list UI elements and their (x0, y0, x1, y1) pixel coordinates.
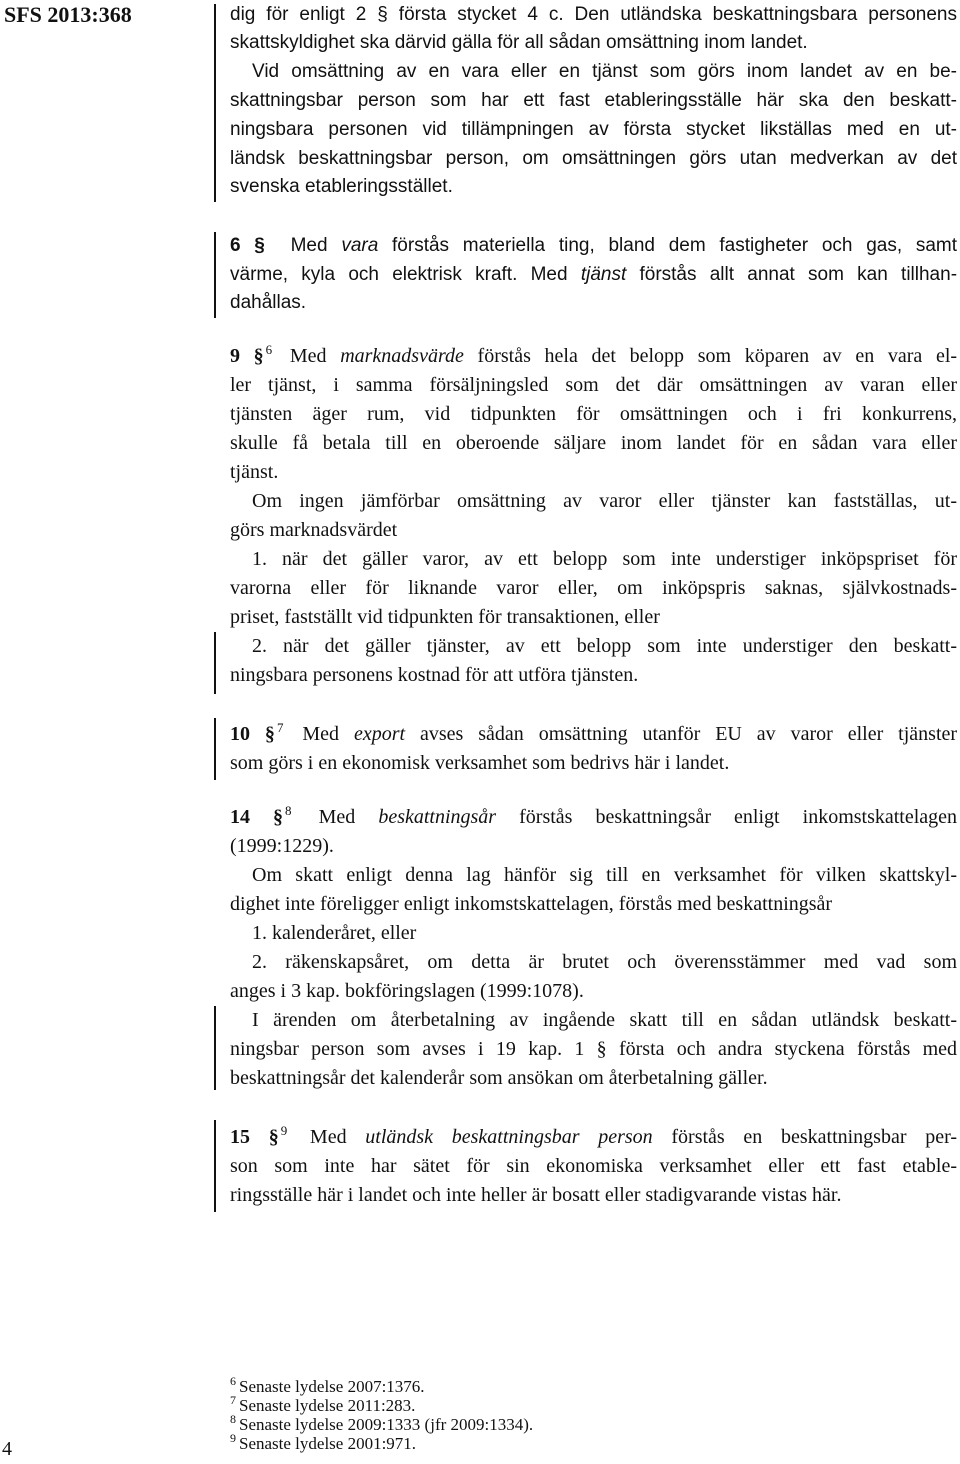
paragraph-line: skattskyldighet ska därvid gälla för all sådan omsättning inom landet. (230, 32, 808, 53)
text: värme, kyla och elektrisk kraft. Med (230, 264, 568, 285)
section-14-line: 1. kalenderåret, eller (252, 922, 417, 944)
section-15-line: son som inte har sätet för sin ekonomiska verksamhet eller ett fast etable- (230, 1155, 957, 1177)
section-number: 9 § (230, 345, 264, 367)
text: förstås allt annat som kan tillhan- (639, 264, 958, 285)
text: förstås hela det belopp som köparen av en vara el- (477, 345, 958, 367)
paragraph-line: ländsk beskattningsbar person, om omsättningen görs utan medverkan av det (230, 148, 957, 169)
page-number: 4 (2, 1438, 12, 1460)
text: Med (289, 345, 327, 367)
text: avses sådan omsättning utanför EU av varor eller tjänster (420, 723, 958, 745)
footnote-number: 6 (230, 1374, 236, 1389)
section-9-line: priset, fastställt vid tidpunkten för transaktionen, eller (230, 606, 660, 628)
text: förstås materiella ting, bland dem fastigheter och gas, samt (392, 235, 958, 256)
section-9-line: ler tjänst, i samma försäljningsled som det där omsättningen av varan eller (230, 374, 957, 396)
section-number: 6 § (230, 235, 265, 256)
footnote (230, 1374, 425, 1396)
section-10-line (230, 720, 957, 749)
section-10-line: som görs i en ekonomisk verksamhet som bedrivs här i landet. (230, 752, 730, 774)
change-bar (214, 1120, 216, 1212)
footnote-text: Senaste lydelse 2011:283. (239, 1396, 416, 1415)
section-14-line: anges i 3 kap. bokföringslagen (1999:1078). (230, 980, 584, 1002)
section-14-line: dighet inte föreligger enligt inkomstskattelagen, förstås med beskattningsår (230, 893, 833, 915)
section-9-line: tjänst. (230, 461, 279, 483)
text: Med (309, 1126, 347, 1148)
section-number: 14 § (230, 806, 284, 828)
defined-term: marknadsvärde (340, 345, 464, 367)
section-9-line: tjänsten äger rum, vid tidpunkten för omsättningen och i fri konkurrens, (230, 403, 957, 425)
change-bar (214, 1006, 216, 1090)
section-9-line: görs marknadsvärdet (230, 519, 398, 541)
section-6-line (230, 231, 957, 260)
footnote-ref: 8 (285, 803, 292, 819)
footnote-ref: 9 (280, 1123, 288, 1139)
sfs-number: SFS 2013:368 (4, 2, 132, 27)
section-14-line: (1999:1229). (230, 835, 334, 857)
text: Med (290, 235, 328, 256)
text: Med (302, 723, 340, 745)
paragraph-line: ningsbara personen vid tillämpningen av första stycket likställas med en ut- (230, 119, 957, 140)
text: Med (318, 806, 356, 828)
section-9-line: skulle få betala till en oberoende säljare inom landet för en sådan vara eller (230, 432, 957, 454)
defined-term: tjänst (580, 264, 627, 285)
paragraph-line: dig för enligt 2 § första stycket 4 c. Den utländska beskattningsbara personens (230, 4, 957, 25)
section-14-line: beskattningsår det kalenderår som ansökan om återbetalning gäller. (230, 1067, 768, 1089)
defined-term: export (353, 723, 406, 745)
footnote-number: 9 (230, 1431, 236, 1446)
text: förstås en beskattningsbar per- (671, 1126, 957, 1148)
paragraph-line: svenska etableringsstället. (230, 176, 453, 197)
footnote (230, 1431, 417, 1453)
change-bar (214, 232, 216, 318)
change-bar (214, 718, 216, 780)
section-15-line: ringsställe här i landet och inte heller är bosatt eller stadigvarande vistas här. (230, 1184, 842, 1206)
section-9-line: Om ingen jämförbar omsättning av varor eller tjänster kan fastställas, ut- (252, 490, 957, 512)
footnote (230, 1412, 534, 1434)
section-14-line: I ärenden om återbetalning av ingående skatt till en sådan utländsk beskatt- (252, 1009, 957, 1031)
paragraph-line: skattningsbar person som har ett fast etableringsställe här ska den beskatt- (230, 90, 957, 111)
section-14-line: 2. räkenskapsåret, om detta är brutet och överensstämmer med vad som (252, 951, 957, 973)
section-14-line (230, 803, 957, 832)
section-6-line: dahållas. (230, 292, 307, 313)
section-9-line: 2. när det gäller tjänster, av ett belopp som inte understiger den beskatt- (252, 635, 957, 657)
footnote-text: Senaste lydelse 2009:1333 (jfr 2009:1334). (239, 1415, 534, 1434)
section-number: 15 § (230, 1126, 279, 1148)
section-9-line: 1. när det gäller varor, av ett belopp som inte understiger inköpspriset för (252, 548, 957, 570)
text: förstås beskattningsår enligt inkomstskattelagen (519, 806, 958, 828)
section-9-line: ningsbara personens kostnad för att utföra tjänsten. (230, 664, 639, 686)
change-bar (214, 632, 216, 694)
section-14-line: Om skatt enligt denna lag hänför sig till en verksamhet för vilken skattskyl- (252, 864, 957, 886)
section-6-line (230, 260, 957, 289)
footnote-text: Senaste lydelse 2007:1376. (239, 1377, 425, 1396)
footnote (230, 1393, 416, 1415)
section-number: 10 § (230, 723, 275, 745)
paragraph-line: Vid omsättning av en vara eller en tjänst som görs inom landet av en be- (252, 61, 957, 82)
footnote-ref: 7 (276, 720, 284, 736)
footnote-ref: 6 (265, 342, 273, 358)
section-9-line (230, 342, 957, 371)
defined-term: vara (341, 235, 379, 256)
defined-term: beskattningsår (378, 806, 497, 828)
footnote-text: Senaste lydelse 2001:971. (239, 1434, 417, 1453)
section-15-line (230, 1123, 957, 1152)
change-bar (214, 4, 216, 202)
footnote-number: 8 (230, 1412, 236, 1427)
section-9-line: varorna eller för liknande varor eller, om inköpspris saknas, självkostnads- (230, 577, 957, 599)
section-14-line: ningsbar person som avses i 19 kap. 1 § första och andra styckena förstås med (230, 1038, 957, 1060)
defined-term: utländsk beskattningsbar person (365, 1126, 653, 1148)
footnote-number: 7 (230, 1393, 236, 1408)
